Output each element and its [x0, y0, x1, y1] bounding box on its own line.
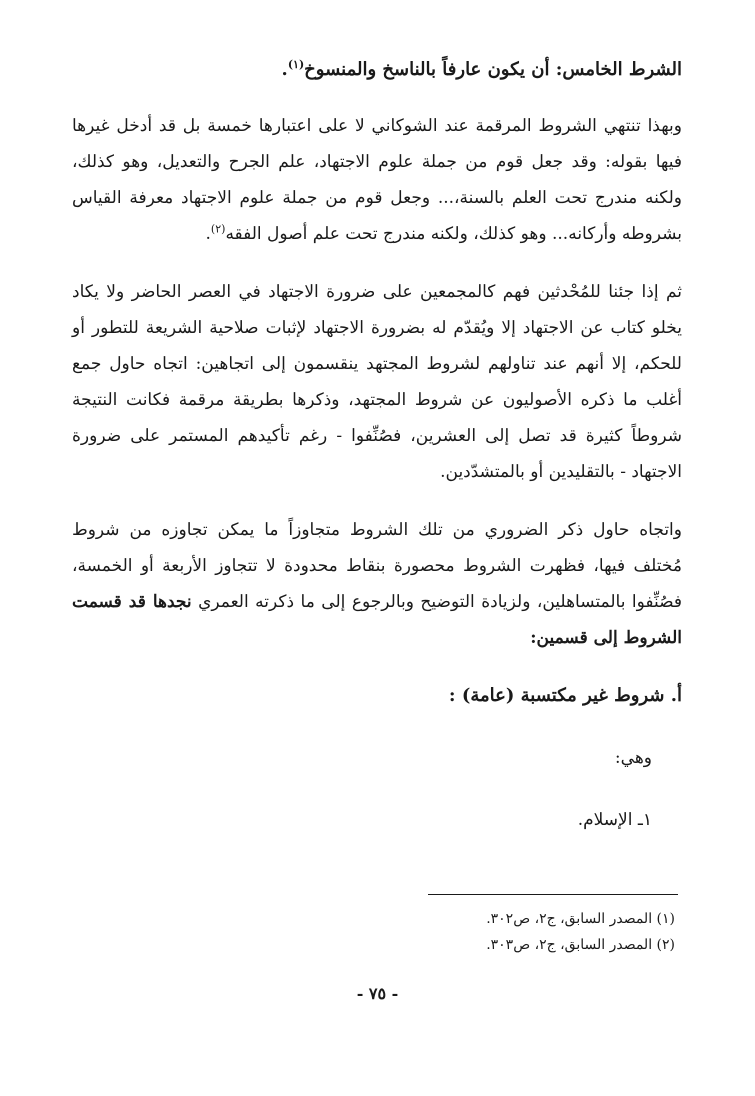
footnote-separator [428, 894, 678, 895]
paragraph-1-text: وبهذا تنتهي الشروط المرقمة عند الشوكاني لا على اعتبارها خمسة بل قد أدخل غيرها فيها بقوله: وقد جعل قوم من جملة علوم الاجتهاد، علم الجرح والتعديل، وهو كذلك، ولكنه مندرج تحت العلم بالسنة،... وجعل قوم من جملة علوم الاجتهاد معرفة القياس بشروطه وأركانه... وهو كذلك، ولكنه مندرج تحت علم أصول الفقه [72, 116, 682, 244]
footnote-ref-2[interactable]: (٢) [210, 222, 226, 236]
paragraph-2-text: ثم إذا جئنا للمُحْدثين فهم كالمجمعين على ضرورة الاجتهاد في العصر الحاضر ولا يكاد يخلو كتاب عن الاجتهاد إلا ويُقدّم له بضرورة الاجتهاد لإثبات صلاحية الشريعة للتطور أو للحكم، إلا أنهم عند تناولهم لشروط المجتهد ينقسمون إلى اتجاهين: اتجاه حاول جمع أغلب ما ذكره الأصوليون عن شروط المجتهد، وذكرها بطريقة مرقمة فكانت النتيجة شروطاً كثيرة قد تصل إلى العشرين، فصُنِّفوا - رغم تأكيدهم المستمر على ضرورة الاجتهاد - بالتقليدين أو بالمتشدّدين. [72, 282, 682, 482]
footnote-1: (١) المصدر السابق، ج٢، ص٣٠٢. [486, 911, 675, 927]
section-a-title: أ. شروط غير مكتسبة (عامة) : [448, 685, 682, 706]
page-body [72, 40, 682, 864]
heading-text: الشرط الخامس: أن يكون عارفاً بالناسخ والمنسوخ [304, 59, 682, 80]
paragraph-second-trend [72, 512, 682, 656]
footnote-ref-1[interactable]: (١) [287, 58, 305, 71]
list-item-islam: ١ـ الإسلام. [577, 810, 652, 830]
footnote-2: (٢) المصدر السابق، ج٢، ص٣٠٣. [486, 937, 675, 953]
footnotes [115, 906, 675, 958]
page-number: - ٧٥ - [356, 984, 399, 1003]
condition-five-heading: الشرط الخامس: أن يكون عارفاً بالناسخ والمنسوخ$^{(١)}$. [281, 58, 682, 80]
paragraph-3-bold-tail: نجدها قد قسمت الشروط إلى قسمين: [72, 592, 682, 648]
paragraph-shawkani [72, 108, 682, 252]
paragraph-modernists [72, 274, 682, 490]
list-intro: وهي: [614, 748, 652, 768]
paragraph-1-end: . [205, 224, 211, 244]
paragraph-3-text: واتجاه حاول ذكر الضروري من تلك الشروط متجاوزاً ما يمكن تجاوزه من شروط مُختلف فيها، فظهرت الشروط محصورة بنقاط محدودة لا تتجاوز الأربعة أو الخمسة، فصُنِّفوا بالمتساهلين، ولزيادة التوضيح وبالرجوع إلى ما ذكرته العمري [72, 520, 682, 612]
